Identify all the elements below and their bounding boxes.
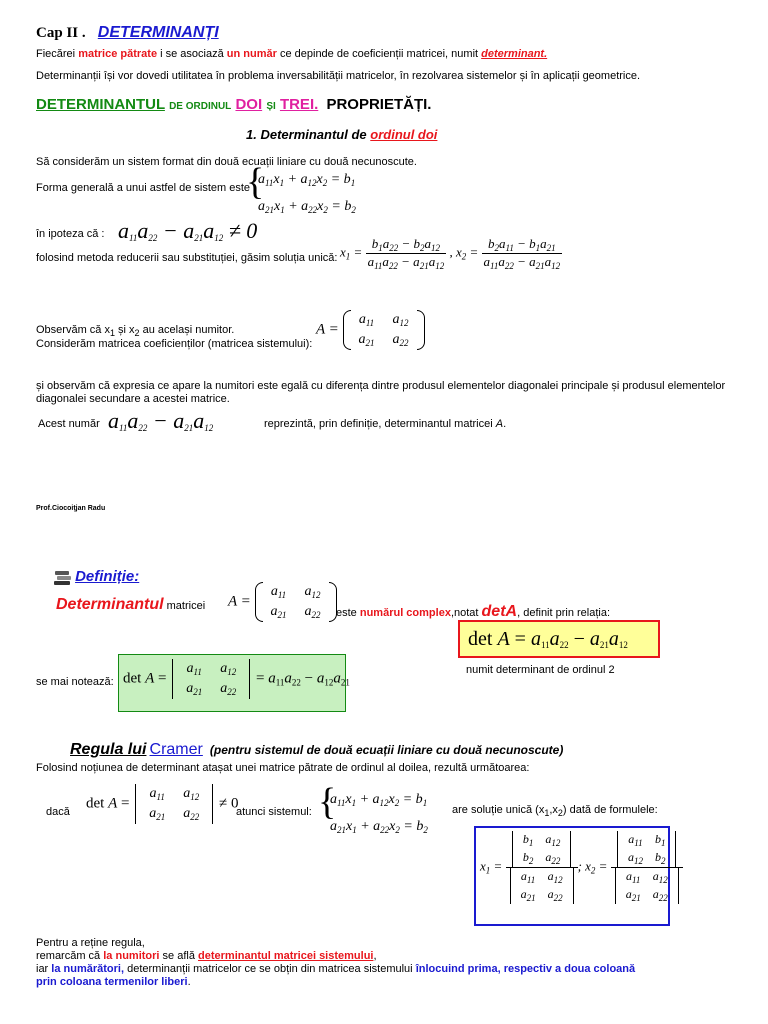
remember-text: se află — [162, 950, 195, 962]
body-sentence-2: Forma generală a unui astfel de sistem este — [36, 182, 251, 194]
body-sentence-8: Acest număr — [38, 418, 100, 430]
remember-highlight: la numitori — [103, 950, 160, 962]
intro-text: Fiecărei — [36, 48, 76, 60]
solution-formula: $x_1$ = $\frac{b_1a_{22} - b_2a_{12}}{a_{11}a_{22} - a_{21}a_{12}}$ , $x_2$ = $\frac{b_2a_{11} - b_1a_{21}}{a_{11}a_{22} - a_{21}a_{12}}$ — [340, 236, 561, 271]
heading-word: DE ORDINUL — [169, 101, 232, 112]
cramer-subscript: 2 — [557, 808, 563, 818]
determinant-number: $a_{11}a_{22} - a_{21}a_{12}$ — [108, 408, 214, 433]
alternate-notation-box: det A = $a_{11}$ $a_{12}$ $a_{21}$ $a_{22}$ = $a_{11}a_{22} - a_{12}a_{21}$ — [118, 654, 346, 712]
intro-text: ce depinde de coeficienții matricei, numit — [279, 48, 479, 60]
section-title-prefix: 1. Determinantul de — [246, 127, 367, 142]
author-note: Prof.Ciocoiţjan Radu — [36, 505, 106, 512]
remember-line-4 — [36, 976, 191, 988]
remember-highlight: prin coloana termenilor liberi — [36, 976, 188, 988]
remember-highlight: la numărători, — [51, 963, 125, 975]
definition-text: ,notat — [450, 607, 479, 619]
cramer-heading — [70, 741, 563, 759]
system-equations: { $a_{11}x_1 + a_{12}x_2 = b_1$ $a_{21}x_1 + a_{22}x_2 = b_2$ — [248, 168, 356, 222]
cramer-text: are soluție unică (x — [452, 804, 545, 816]
remember-text: iar — [36, 963, 49, 975]
cramer-subscript: 1 — [544, 808, 550, 818]
definition-heading — [54, 568, 139, 587]
body-var: A — [495, 418, 504, 430]
body-text: reprezintă, prin definiție, determinantul matricei — [264, 418, 493, 430]
body-sentence-4: folosind metoda reducerii sau substituției, găsim soluția unică: — [36, 252, 338, 264]
body-sentence-3: în ipoteza că : — [36, 228, 105, 240]
body-text: Observăm că x — [36, 324, 110, 336]
heading-word: DOI — [235, 96, 263, 113]
cramer-formula: $x_1$ = $b_1$ $a_{12}$ $b_2$ $a_{22}$ $a_{11}$ $a_{12}$ $a_{21}$ $a_{22}$ ; $x_2$ = $a_{11}$ $b_1$ $a_{12}$ $b_2$ $a_{11}$ $a_{12}$ $a_{21}$ $a_{22}$ — [480, 831, 683, 904]
remember-text: remarcăm că — [36, 950, 101, 962]
cramer-text: ) dată de formulele: — [562, 804, 658, 816]
cramer-system: { $a_{11}x_1 + a_{12}x_2 = b_1$ $a_{21}x_1 + a_{22}x_2 = b_2$ — [320, 788, 428, 842]
body-sentence-7a: și observăm că expresia ce apare la numitori este egală cu diferența dintre produsul elementelor diagonalei principale și produsul elementelor — [36, 380, 726, 392]
definition-text: este — [336, 607, 357, 619]
section-title-highlight: ordinul doi — [370, 127, 438, 142]
cramer-unique — [452, 804, 658, 818]
definition-title: Definiție: — [75, 568, 140, 585]
intro-highlight: un număr — [226, 48, 277, 60]
heading-word: ȘI — [266, 101, 276, 112]
definition-text: , definit prin relația: — [517, 607, 611, 619]
also-noted-label: se mai notează: — [36, 676, 114, 688]
remember-highlight: determinantul matricei sistemului — [198, 950, 374, 962]
remember-highlight: înlocuind prima, respectiv a doua coloană — [415, 963, 636, 975]
coefficient-matrix: A = $a_{11}$ $a_{12}$ $a_{21}$ $a_{22}$ — [316, 310, 425, 350]
cramer-name: Cramer — [149, 741, 203, 758]
chapter-title: DETERMINANȚI — [97, 24, 219, 41]
main-heading — [36, 96, 431, 113]
remember-line-1: Pentru a reține regula, — [36, 937, 145, 949]
intro-paragraph-1 — [36, 48, 547, 60]
definition-det: detA — [481, 603, 518, 620]
definition-text: matricei — [166, 600, 206, 612]
body-subscript: 2 — [134, 328, 140, 338]
remember-text: determinanții matricelor ce se obțin din matricea sistemului — [127, 963, 413, 975]
body-sentence-9 — [264, 418, 506, 430]
remember-text: . — [187, 976, 191, 988]
definition-description — [336, 603, 610, 621]
chapter-label: Cap II . — [36, 25, 86, 41]
body-sentence-6: Considerăm matricea coeficienților (matricea sistemului): — [36, 338, 313, 350]
cramer-if: dacă — [46, 806, 70, 818]
cramer-text: ,x — [549, 804, 558, 816]
body-text: au același numitor. — [139, 324, 235, 336]
intro-highlight: determinant. — [481, 48, 548, 60]
hypothesis-formula: $a_{11}a_{22} - a_{21}a_{12} \ne 0$ — [118, 218, 258, 243]
cramer-intro: Folosind noțiunea de determinant atașat unei matrice pătrate de ordinul al doilea, rezultă următoarea: — [36, 762, 530, 774]
remember-line-3 — [36, 963, 635, 975]
body-text: . — [503, 418, 507, 430]
cramer-then: atunci sistemul: — [236, 806, 312, 818]
definition-matrix: A = $a_{11}$ $a_{12}$ $a_{21}$ $a_{22}$ — [228, 582, 337, 622]
cramer-subtitle: (pentru sistemul de două ecuații liniare cu două necunoscute) — [209, 743, 564, 757]
definition-box: $\det A = a_{11}a_{22} - a_{21}a_{12}$ — [458, 620, 660, 658]
remember-line-2 — [36, 950, 377, 962]
heading-word: TREI. — [279, 96, 319, 113]
intro-paragraph-2: Determinanții își vor dovedi utilitatea în problema inversabilității matricelor, în rezolvarea sistemelor și în aplicații geometrice. — [36, 70, 641, 82]
heading-word: DETERMINANTUL — [36, 96, 165, 113]
body-sentence-5 — [36, 324, 234, 338]
body-subscript: 1 — [109, 328, 115, 338]
remember-text: , — [373, 950, 377, 962]
cramer-title: Regula lui — [70, 741, 147, 758]
section-1-title — [246, 127, 437, 142]
definition-highlight: numărul complex — [359, 607, 451, 619]
heading-word: PROPRIETĂȚI. — [326, 96, 432, 113]
definition-line — [56, 596, 205, 614]
books-icon — [54, 569, 72, 587]
cramer-formula-box — [474, 826, 670, 926]
body-sentence-1: Să considerăm un sistem format din două ecuații liniare cu două necunoscute. — [36, 156, 417, 168]
intro-text: i se asociază — [160, 48, 224, 60]
definition-term: Determinantul — [56, 596, 164, 613]
intro-highlight: matrice pătrate — [78, 48, 158, 60]
named-order-2: numit determinant de ordinul 2 — [466, 664, 615, 676]
chapter-heading — [36, 24, 219, 42]
body-text: și x — [114, 324, 135, 336]
cramer-condition: det A = $a_{11}$ $a_{12}$ $a_{21}$ $a_{22}$ ≠ 0 — [86, 786, 239, 822]
body-sentence-7b: diagonalei secundare a acestei matrice. — [36, 393, 230, 405]
